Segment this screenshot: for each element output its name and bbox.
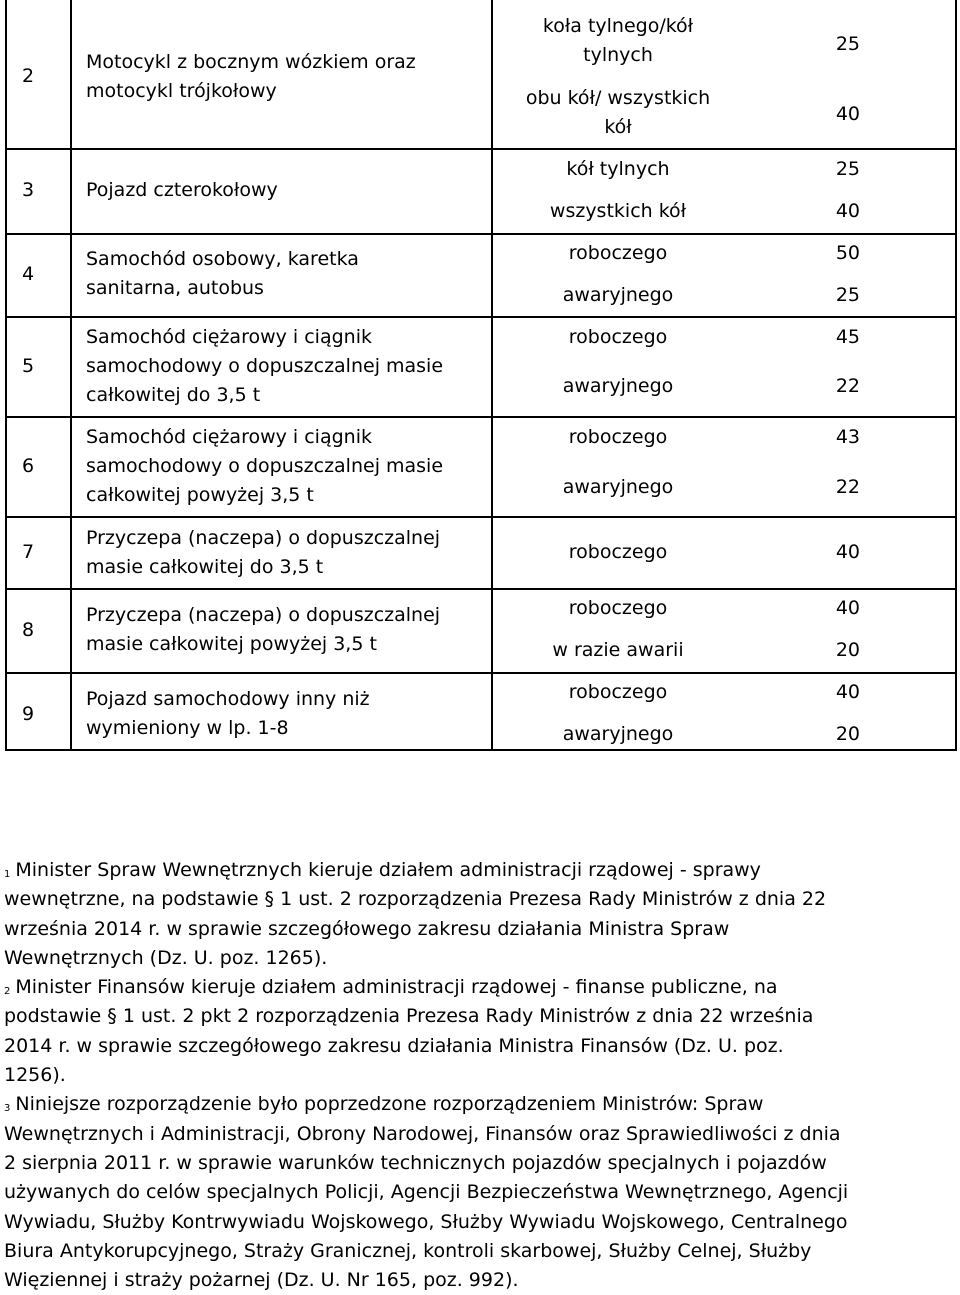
footnotes: [4, 856, 956, 1295]
brake-type-label: roboczego: [568, 681, 668, 703]
row-divider: [5, 588, 957, 590]
vehicle-description: [86, 323, 443, 410]
row-number: 9: [22, 703, 35, 725]
description-line: Pojazd samochodowy inny niż: [86, 688, 370, 710]
brake-type-label: roboczego: [568, 426, 668, 448]
vehicle-description: [86, 524, 440, 582]
brake-type-label: roboczego: [568, 597, 668, 619]
row-number: 4: [22, 263, 35, 285]
description-line: masie całkowitej do 3,5 t: [86, 556, 324, 578]
footnote-text: Niniejsze rozporządzenie było poprzedzone rozporządzeniem Ministrów: Spraw: [15, 1093, 764, 1116]
footnote-line: września 2014 r. w sprawie szczegółowego zakresu działania Ministra Spraw: [4, 917, 730, 940]
footnote-line: podstawie § 1 ust. 2 pkt 2 rozporządzenia Prezesa Rady Ministrów z dnia 22 września: [4, 1005, 814, 1028]
description-line: Samochód osobowy, karetka: [86, 248, 359, 270]
brake-value: 22: [835, 375, 860, 397]
description-line: samochodowy o dopuszczalnej masie: [86, 355, 444, 377]
brake-value: 45: [835, 326, 860, 348]
vehicle-description: [86, 48, 416, 106]
vehicle-description: [86, 176, 278, 205]
description-line: Pojazd czterokołowy: [86, 179, 278, 201]
description-line: wymieniony w lp. 1-8: [86, 717, 289, 739]
description-line: Przyczepa (naczepa) o dopuszczalnej: [86, 527, 441, 549]
brake-type-label: [488, 12, 748, 70]
table-border-bottom: [5, 749, 957, 751]
description-line: samochodowy o dopuszczalnej masie: [86, 455, 444, 477]
row-divider: [5, 416, 957, 418]
footnote-mark: 2: [4, 986, 11, 998]
footnote-line: Biura Antykorupcyjnego, Straży Granicznej, kontroli skarbowej, Służby Celnej, Służby: [4, 1239, 812, 1262]
footnote-line: 2014 r. w sprawie szczegółowego zakresu działania Ministra Finansów (Dz. U. poz.: [4, 1034, 784, 1057]
footnote-text: Minister Spraw Wewnętrznych kieruje działem administracji rządowej - sprawy: [15, 859, 761, 881]
brake-value: 40: [835, 103, 860, 125]
footnote-text: Minister Finansów kieruje działem administracji rządowej - finanse publiczne, na: [15, 976, 778, 999]
brake-value: 25: [835, 158, 860, 180]
label-line: kół: [604, 116, 632, 138]
brake-value: 43: [835, 426, 860, 448]
brake-value: 20: [835, 723, 860, 745]
footnote-line: Wewnętrznych i Administracji, Obrony Narodowej, Finansów oraz Sprawiedliwości z dnia: [4, 1122, 841, 1145]
footnote-line: wewnętrzne, na podstawie § 1 ust. 2 rozporządzenia Prezesa Rady Ministrów z dnia 22: [4, 888, 827, 911]
description-line: Samochód ciężarowy i ciągnik: [86, 426, 372, 448]
table-border-right: [955, 0, 957, 750]
table-border-left: [5, 0, 7, 750]
description-line: Motocykl z bocznym wózkiem oraz: [86, 51, 416, 73]
brake-type-label: [488, 84, 748, 142]
description-line: masie całkowitej powyżej 3,5 t: [86, 633, 377, 655]
brake-type-label: awaryjnego: [562, 284, 674, 306]
footnote-line: 1256).: [4, 1064, 66, 1087]
label-line: obu kół/ wszystkich: [525, 87, 711, 109]
row-number: 7: [22, 541, 35, 563]
description-line: Przyczepa (naczepa) o dopuszczalnej: [86, 604, 441, 626]
brake-value: 40: [835, 541, 860, 563]
brake-value: 40: [835, 681, 860, 703]
footnote-mark: 3: [4, 1103, 11, 1115]
brake-type-label: awaryjnego: [562, 723, 674, 745]
brake-value: 40: [835, 200, 860, 222]
footnote-line: [4, 1090, 956, 1119]
footnote: [4, 856, 956, 973]
footnote-line: 2 sierpnia 2011 r. w sprawie warunków technicznych pojazdów specjalnych i pojazdów: [4, 1151, 827, 1174]
brake-type-label: kół tylnych: [566, 158, 670, 180]
description-line: Samochód ciężarowy i ciągnik: [86, 326, 372, 348]
footnote-mark: 1: [4, 869, 11, 880]
footnote-line: Więziennej i straży pożarnej (Dz. U. Nr 165, poz. 992).: [4, 1269, 519, 1292]
description-line: motocykl trójkołowy: [86, 80, 277, 102]
brake-value: 50: [835, 242, 860, 264]
description-line: całkowitej powyżej 3,5 t: [86, 484, 314, 506]
vehicle-description: [86, 423, 443, 510]
footnote: [4, 973, 956, 1090]
row-number: 5: [22, 355, 35, 377]
row-divider: [5, 672, 957, 674]
row-number: 2: [22, 65, 35, 87]
row-number: 6: [22, 455, 35, 477]
brake-type-label: roboczego: [568, 326, 668, 348]
footnote-line: [4, 973, 956, 1002]
label-line: koła tylnego/kół: [542, 15, 694, 37]
brake-type-label: awaryjnego: [562, 375, 674, 397]
row-divider: [5, 316, 957, 318]
row-number: 8: [22, 619, 35, 641]
vehicle-description: [86, 601, 440, 659]
brake-value: 40: [835, 597, 860, 619]
footnote: [4, 1090, 956, 1295]
table-border-col1: [70, 0, 72, 750]
row-divider: [5, 148, 957, 150]
brake-value: 20: [835, 639, 860, 661]
label-line: tylnych: [583, 44, 653, 66]
description-line: całkowitej do 3,5 t: [86, 384, 261, 406]
footnote-line: Wewnętrznych (Dz. U. poz. 1265).: [4, 946, 328, 969]
brake-type-label: w razie awarii: [552, 639, 684, 661]
footnote-line: używanych do celów specjalnych Policji, Agencji Bezpieczeństwa Wewnętrznego, Agencji: [4, 1181, 849, 1204]
vehicle-description: [86, 245, 359, 303]
row-divider: [5, 516, 957, 518]
brake-value: 25: [835, 284, 860, 306]
vehicle-description: [86, 685, 370, 743]
footnote-line: [4, 856, 956, 885]
brake-type-label: wszystkich kół: [549, 200, 687, 222]
row-number: 3: [22, 179, 35, 201]
brake-value: 25: [835, 33, 860, 55]
row-divider: [5, 233, 957, 235]
description-line: sanitarna, autobus: [86, 277, 264, 299]
brake-type-label: awaryjnego: [562, 476, 674, 498]
brake-value: 22: [835, 476, 860, 498]
brake-type-label: roboczego: [568, 242, 668, 264]
footnote-line: Wywiadu, Służby Kontrwywiadu Wojskowego, Służby Wywiadu Wojskowego, Centralnego: [4, 1210, 848, 1233]
brake-type-label: roboczego: [568, 541, 668, 563]
